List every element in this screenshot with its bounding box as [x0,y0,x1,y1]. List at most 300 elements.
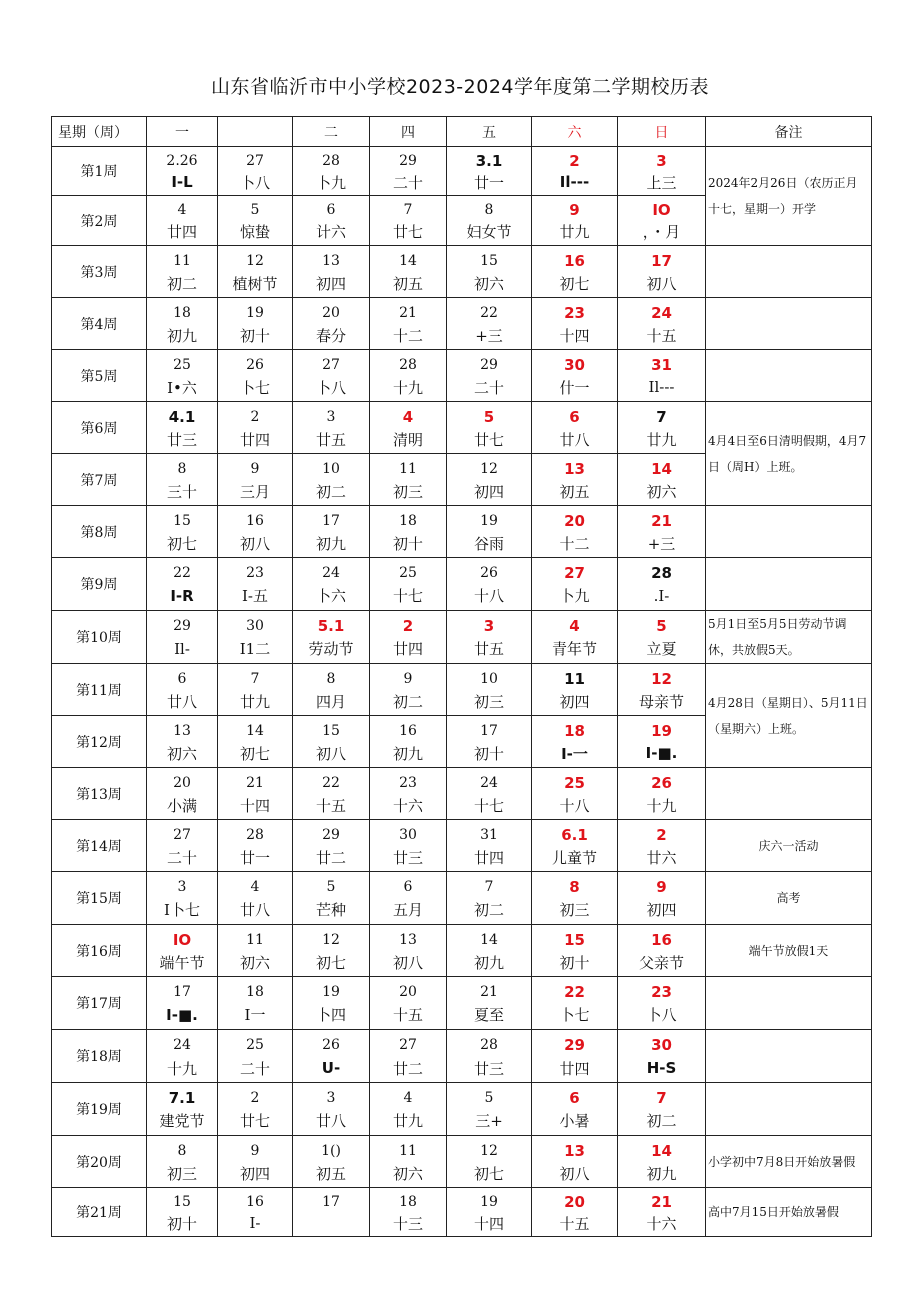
lunar-cell: 十四 [218,794,293,820]
date-cell: 12 [293,925,370,951]
lunar-cell: 卜八 [218,171,293,196]
lunar-cell: ，・月 [618,221,706,246]
note-cell: 庆六一活动 [706,820,872,872]
date-cell: 6 [147,664,218,690]
date-cell: 5.1 [293,611,370,637]
lunar-cell: 初四 [293,272,370,298]
lunar-cell: 廿七 [218,1109,293,1136]
date-cell: 20 [532,1188,618,1213]
lunar-cell: 初三 [370,480,447,506]
lunar-cell: 二十 [218,1057,293,1083]
lunar-cell: 廿四 [370,637,447,664]
lunar-cell: 十八 [532,794,618,820]
date-cell: 3 [293,402,370,428]
lunar-cell: 廿一 [218,846,293,872]
date-cell: 4 [532,611,618,637]
date-cell: 17 [618,246,706,272]
day-header-mon: 一 [147,117,218,147]
date-cell: 2 [532,147,618,172]
date-cell: 7.1 [147,1083,218,1109]
lunar-cell: I1二 [218,637,293,664]
note-cell: 高考 [706,872,872,925]
date-cell: 24 [147,1030,218,1057]
date-cell: 1() [293,1136,370,1162]
lunar-cell: I-一 [532,742,618,768]
lunar-cell: 立夏 [618,637,706,664]
lunar-cell: I-■. [618,742,706,768]
date-cell: 21 [447,977,532,1003]
lunar-cell: 初六 [147,742,218,768]
date-cell: 11 [218,925,293,951]
date-cell: 24 [447,768,532,794]
lunar-cell: 廿六 [618,846,706,872]
week-label: 第8周 [52,506,147,558]
lunar-cell: 十七 [370,584,447,611]
date-cell: 24 [293,558,370,584]
date-cell: 15 [447,246,532,272]
date-cell: IO [147,925,218,951]
lunar-cell: 五月 [370,898,447,925]
lunar-cell: 卜七 [532,1003,618,1030]
date-cell: 9 [532,196,618,221]
lunar-cell: 初三 [447,690,532,716]
week-label: 第10周 [52,611,147,664]
lunar-cell: Il--- [618,376,706,402]
lunar-cell: +三 [618,532,706,558]
date-cell: 19 [293,977,370,1003]
lunar-cell: 廿八 [532,428,618,454]
week-column-header: 星期（周） [52,117,147,147]
lunar-cell: 端午节 [147,951,218,977]
week-row-dates [52,768,872,794]
lunar-cell: 十七 [447,794,532,820]
date-cell: 28 [370,350,447,376]
lunar-cell: 春分 [293,324,370,350]
date-cell: 9 [618,872,706,898]
lunar-cell: 初九 [147,324,218,350]
date-cell: 3 [293,1083,370,1109]
date-cell: 20 [147,768,218,794]
lunar-cell: 计六 [293,221,370,246]
lunar-cell: 廿四 [532,1057,618,1083]
date-cell: 14 [618,454,706,480]
lunar-cell: 廿三 [147,428,218,454]
note-cell [706,1083,872,1136]
date-cell: 2 [218,402,293,428]
date-cell: 2 [218,1083,293,1109]
day-header-wed: 二 [293,117,370,147]
date-cell: 9 [218,1136,293,1162]
date-cell: 17 [293,1188,370,1213]
date-cell: 21 [218,768,293,794]
lunar-cell: 初四 [618,898,706,925]
week-label: 第13周 [52,768,147,820]
lunar-cell: 清明 [370,428,447,454]
week-label: 第9周 [52,558,147,611]
lunar-cell: 初六 [447,272,532,298]
note-cell [706,350,872,402]
lunar-cell: 廿八 [147,690,218,716]
week-label: 第21周 [52,1188,147,1237]
date-cell: 17 [447,716,532,742]
date-cell: 19 [618,716,706,742]
lunar-cell: 初五 [532,480,618,506]
header-row [52,117,872,147]
date-cell: 7 [618,402,706,428]
week-row-dates [52,820,872,846]
week-row-dates [52,350,872,376]
lunar-cell: 初七 [147,532,218,558]
lunar-cell: 三十 [147,480,218,506]
week-label: 第18周 [52,1030,147,1083]
date-cell: 7 [447,872,532,898]
date-cell: 19 [447,1188,532,1213]
date-cell: 4 [370,402,447,428]
lunar-cell: 廿三 [447,1057,532,1083]
date-cell: 17 [147,977,218,1003]
date-cell: 28 [218,820,293,846]
lunar-cell: I-五 [218,584,293,611]
note-cell: 2024年2月26日（农历正月十七，星期一）开学 [706,147,872,246]
lunar-cell: 儿童节 [532,846,618,872]
date-cell: 18 [532,716,618,742]
note-cell: 高中7月15日开始放暑假 [706,1188,872,1237]
day-header-fri: 五 [447,117,532,147]
date-cell: 9 [370,664,447,690]
lunar-cell: 初二 [447,898,532,925]
week-row-dates [52,664,872,690]
date-cell: 25 [147,350,218,376]
lunar-cell: 初七 [447,1162,532,1188]
date-cell: 21 [618,506,706,532]
lunar-cell: 初四 [218,1162,293,1188]
lunar-cell: 十三 [370,1212,447,1237]
date-cell: 10 [293,454,370,480]
lunar-cell: Il- [147,637,218,664]
date-cell: 5 [447,1083,532,1109]
date-cell: 15 [293,716,370,742]
date-cell: 14 [447,925,532,951]
lunar-cell: 初十 [218,324,293,350]
lunar-cell: 廿九 [532,221,618,246]
date-cell: 30 [370,820,447,846]
week-label: 第5周 [52,350,147,402]
date-cell: 5 [447,402,532,428]
lunar-cell: 廿八 [293,1109,370,1136]
date-cell: 28 [293,147,370,172]
date-cell: 29 [293,820,370,846]
lunar-cell: 十九 [147,1057,218,1083]
lunar-cell [293,1212,370,1237]
date-cell: 22 [532,977,618,1003]
lunar-cell: 初八 [532,1162,618,1188]
lunar-cell: 初十 [147,1212,218,1237]
date-cell: 13 [147,716,218,742]
date-cell: 11 [370,1136,447,1162]
week-label: 第11周 [52,664,147,716]
lunar-cell: 谷雨 [447,532,532,558]
lunar-cell: 芒种 [293,898,370,925]
date-cell: 6 [370,872,447,898]
lunar-cell: I- [218,1212,293,1237]
lunar-cell: 十五 [370,1003,447,1030]
lunar-cell: 初三 [147,1162,218,1188]
week-row-dates [52,1030,872,1057]
lunar-cell: 廿九 [370,1109,447,1136]
lunar-cell: 十五 [618,324,706,350]
lunar-cell: +三 [447,324,532,350]
date-cell: 11 [532,664,618,690]
date-cell: 18 [218,977,293,1003]
week-row-dates [52,977,872,1003]
lunar-cell: 初二 [370,690,447,716]
date-cell: 15 [532,925,618,951]
lunar-cell: 初七 [532,272,618,298]
date-cell: 22 [447,298,532,324]
week-label: 第12周 [52,716,147,768]
lunar-cell: 廿五 [293,428,370,454]
date-cell: 4 [218,872,293,898]
lunar-cell: 上三 [618,171,706,196]
note-cell [706,768,872,820]
lunar-cell: 廿七 [447,428,532,454]
date-cell: 23 [370,768,447,794]
date-cell: 23 [218,558,293,584]
date-cell: 18 [370,506,447,532]
date-cell: 21 [618,1188,706,1213]
lunar-cell: I•六 [147,376,218,402]
lunar-cell: 初五 [293,1162,370,1188]
day-header-sat: 六 [532,117,618,147]
date-cell: 27 [147,820,218,846]
school-calendar-table [51,116,872,1237]
lunar-cell: 廿七 [370,221,447,246]
date-cell: 13 [532,1136,618,1162]
date-cell: 7 [370,196,447,221]
note-cell [706,558,872,611]
lunar-cell: 卜九 [532,584,618,611]
date-cell: 26 [218,350,293,376]
lunar-cell: 初九 [293,532,370,558]
date-cell: 26 [618,768,706,794]
lunar-cell: 初十 [532,951,618,977]
lunar-cell: H-S [618,1057,706,1083]
week-label: 第20周 [52,1136,147,1188]
lunar-cell: 初九 [618,1162,706,1188]
page-title: 山东省临沂市中小学校2023-2024学年度第二学期校历表 [210,76,710,98]
lunar-cell: 廿八 [218,898,293,925]
date-cell: 5 [218,196,293,221]
date-cell: 23 [618,977,706,1003]
lunar-cell: 二十 [447,376,532,402]
lunar-cell: 廿四 [447,846,532,872]
week-row-dates [52,1188,872,1213]
lunar-cell: I-■. [147,1003,218,1030]
lunar-cell: I-L [147,171,218,196]
date-cell: 9 [218,454,293,480]
date-cell: 20 [370,977,447,1003]
lunar-cell: 廿一 [447,171,532,196]
week-row-dates [52,506,872,532]
lunar-cell: 十五 [293,794,370,820]
date-cell: 4.1 [147,402,218,428]
note-cell [706,977,872,1030]
lunar-cell: 廿九 [218,690,293,716]
lunar-cell: 青年节 [532,637,618,664]
date-cell: 17 [293,506,370,532]
date-cell: 27 [293,350,370,376]
date-cell: 27 [532,558,618,584]
week-label: 第15周 [52,872,147,925]
date-cell: 30 [618,1030,706,1057]
week-row-dates [52,246,872,272]
lunar-cell: 初二 [618,1109,706,1136]
date-cell: 16 [218,506,293,532]
lunar-cell: 初六 [618,480,706,506]
lunar-cell: 十四 [447,1212,532,1237]
date-cell: 12 [447,454,532,480]
week-row-dates [52,147,872,172]
lunar-cell: 廿九 [618,428,706,454]
date-cell: 11 [147,246,218,272]
date-cell: 8 [147,1136,218,1162]
date-cell: 12 [447,1136,532,1162]
date-cell: 8 [447,196,532,221]
lunar-cell: I卜七 [147,898,218,925]
date-cell: 18 [370,1188,447,1213]
date-cell: 13 [293,246,370,272]
lunar-cell: U- [293,1057,370,1083]
lunar-cell: 三+ [447,1109,532,1136]
lunar-cell: 初六 [370,1162,447,1188]
lunar-cell: 母亲节 [618,690,706,716]
date-cell: 8 [147,454,218,480]
week-label: 第6周 [52,402,147,454]
week-row-dates [52,298,872,324]
lunar-cell: 十九 [618,794,706,820]
week-row-dates [52,1083,872,1109]
lunar-cell: 四月 [293,690,370,716]
date-cell: 18 [147,298,218,324]
lunar-cell: 初十 [370,532,447,558]
lunar-cell: Il--- [532,171,618,196]
date-cell: 3.1 [447,147,532,172]
date-cell: 31 [447,820,532,846]
date-cell: 15 [147,506,218,532]
date-cell: 5 [293,872,370,898]
lunar-cell: 十二 [532,532,618,558]
date-cell: 22 [293,768,370,794]
lunar-cell: 十九 [370,376,447,402]
date-cell: 8 [293,664,370,690]
note-cell: 4月28日（星期日）、5月11日（星期六）上班。 [706,664,872,768]
week-label: 第7周 [52,454,147,506]
note-cell: 端午节放假1天 [706,925,872,977]
lunar-cell: 三月 [218,480,293,506]
day-header-sun: 日 [618,117,706,147]
lunar-cell: 十六 [618,1212,706,1237]
week-row-dates [52,402,872,428]
date-cell: 29 [147,611,218,637]
week-row-dates [52,925,872,951]
week-label: 第19周 [52,1083,147,1136]
lunar-cell: 卜四 [293,1003,370,1030]
date-cell: 27 [370,1030,447,1057]
note-cell: 小学初中7月8日开始放暑假 [706,1136,872,1188]
date-cell: 7 [218,664,293,690]
lunar-cell: 初三 [532,898,618,925]
date-cell: 29 [447,350,532,376]
week-row-dates [52,558,872,584]
date-cell: 22 [147,558,218,584]
lunar-cell: .I- [618,584,706,611]
lunar-cell: 廿三 [370,846,447,872]
date-cell: 19 [218,298,293,324]
date-cell: 12 [618,664,706,690]
lunar-cell: 初九 [370,742,447,768]
lunar-cell: 初七 [218,742,293,768]
lunar-cell: 廿四 [218,428,293,454]
date-cell: 13 [532,454,618,480]
lunar-cell: 初七 [293,951,370,977]
date-cell: 8 [532,872,618,898]
week-row-dates [52,872,872,898]
date-cell: 28 [447,1030,532,1057]
date-cell: 2.26 [147,147,218,172]
date-cell: 6 [532,402,618,428]
lunar-cell: 廿五 [447,637,532,664]
week-label: 第1周 [52,147,147,196]
lunar-cell: 初四 [532,690,618,716]
date-cell: 26 [447,558,532,584]
lunar-cell: 十六 [370,794,447,820]
date-cell: 7 [618,1083,706,1109]
date-cell: 16 [618,925,706,951]
lunar-cell: 初八 [293,742,370,768]
lunar-cell: 建党节 [147,1109,218,1136]
date-cell: 12 [218,246,293,272]
date-cell: 5 [618,611,706,637]
date-cell: 14 [218,716,293,742]
day-header-thu: 四 [370,117,447,147]
date-cell: 20 [293,298,370,324]
lunar-cell: 卜九 [293,171,370,196]
week-label: 第2周 [52,196,147,246]
lunar-cell: 初八 [618,272,706,298]
date-cell: 21 [370,298,447,324]
lunar-cell: 初六 [218,951,293,977]
week-row-dates [52,611,872,637]
notes-column-header: 备注 [706,117,872,147]
date-cell: 24 [618,298,706,324]
date-cell: 28 [618,558,706,584]
lunar-cell: 初八 [218,532,293,558]
date-cell: 29 [532,1030,618,1057]
date-cell: 14 [370,246,447,272]
date-cell: 23 [532,298,618,324]
lunar-cell: 廿四 [147,221,218,246]
lunar-cell: 卜六 [293,584,370,611]
date-cell: 4 [147,196,218,221]
week-label: 第3周 [52,246,147,298]
lunar-cell: 十五 [532,1212,618,1237]
date-cell: 30 [532,350,618,376]
date-cell: 31 [618,350,706,376]
lunar-cell: I-R [147,584,218,611]
date-cell: 6.1 [532,820,618,846]
lunar-cell: 小满 [147,794,218,820]
lunar-cell: 植树节 [218,272,293,298]
